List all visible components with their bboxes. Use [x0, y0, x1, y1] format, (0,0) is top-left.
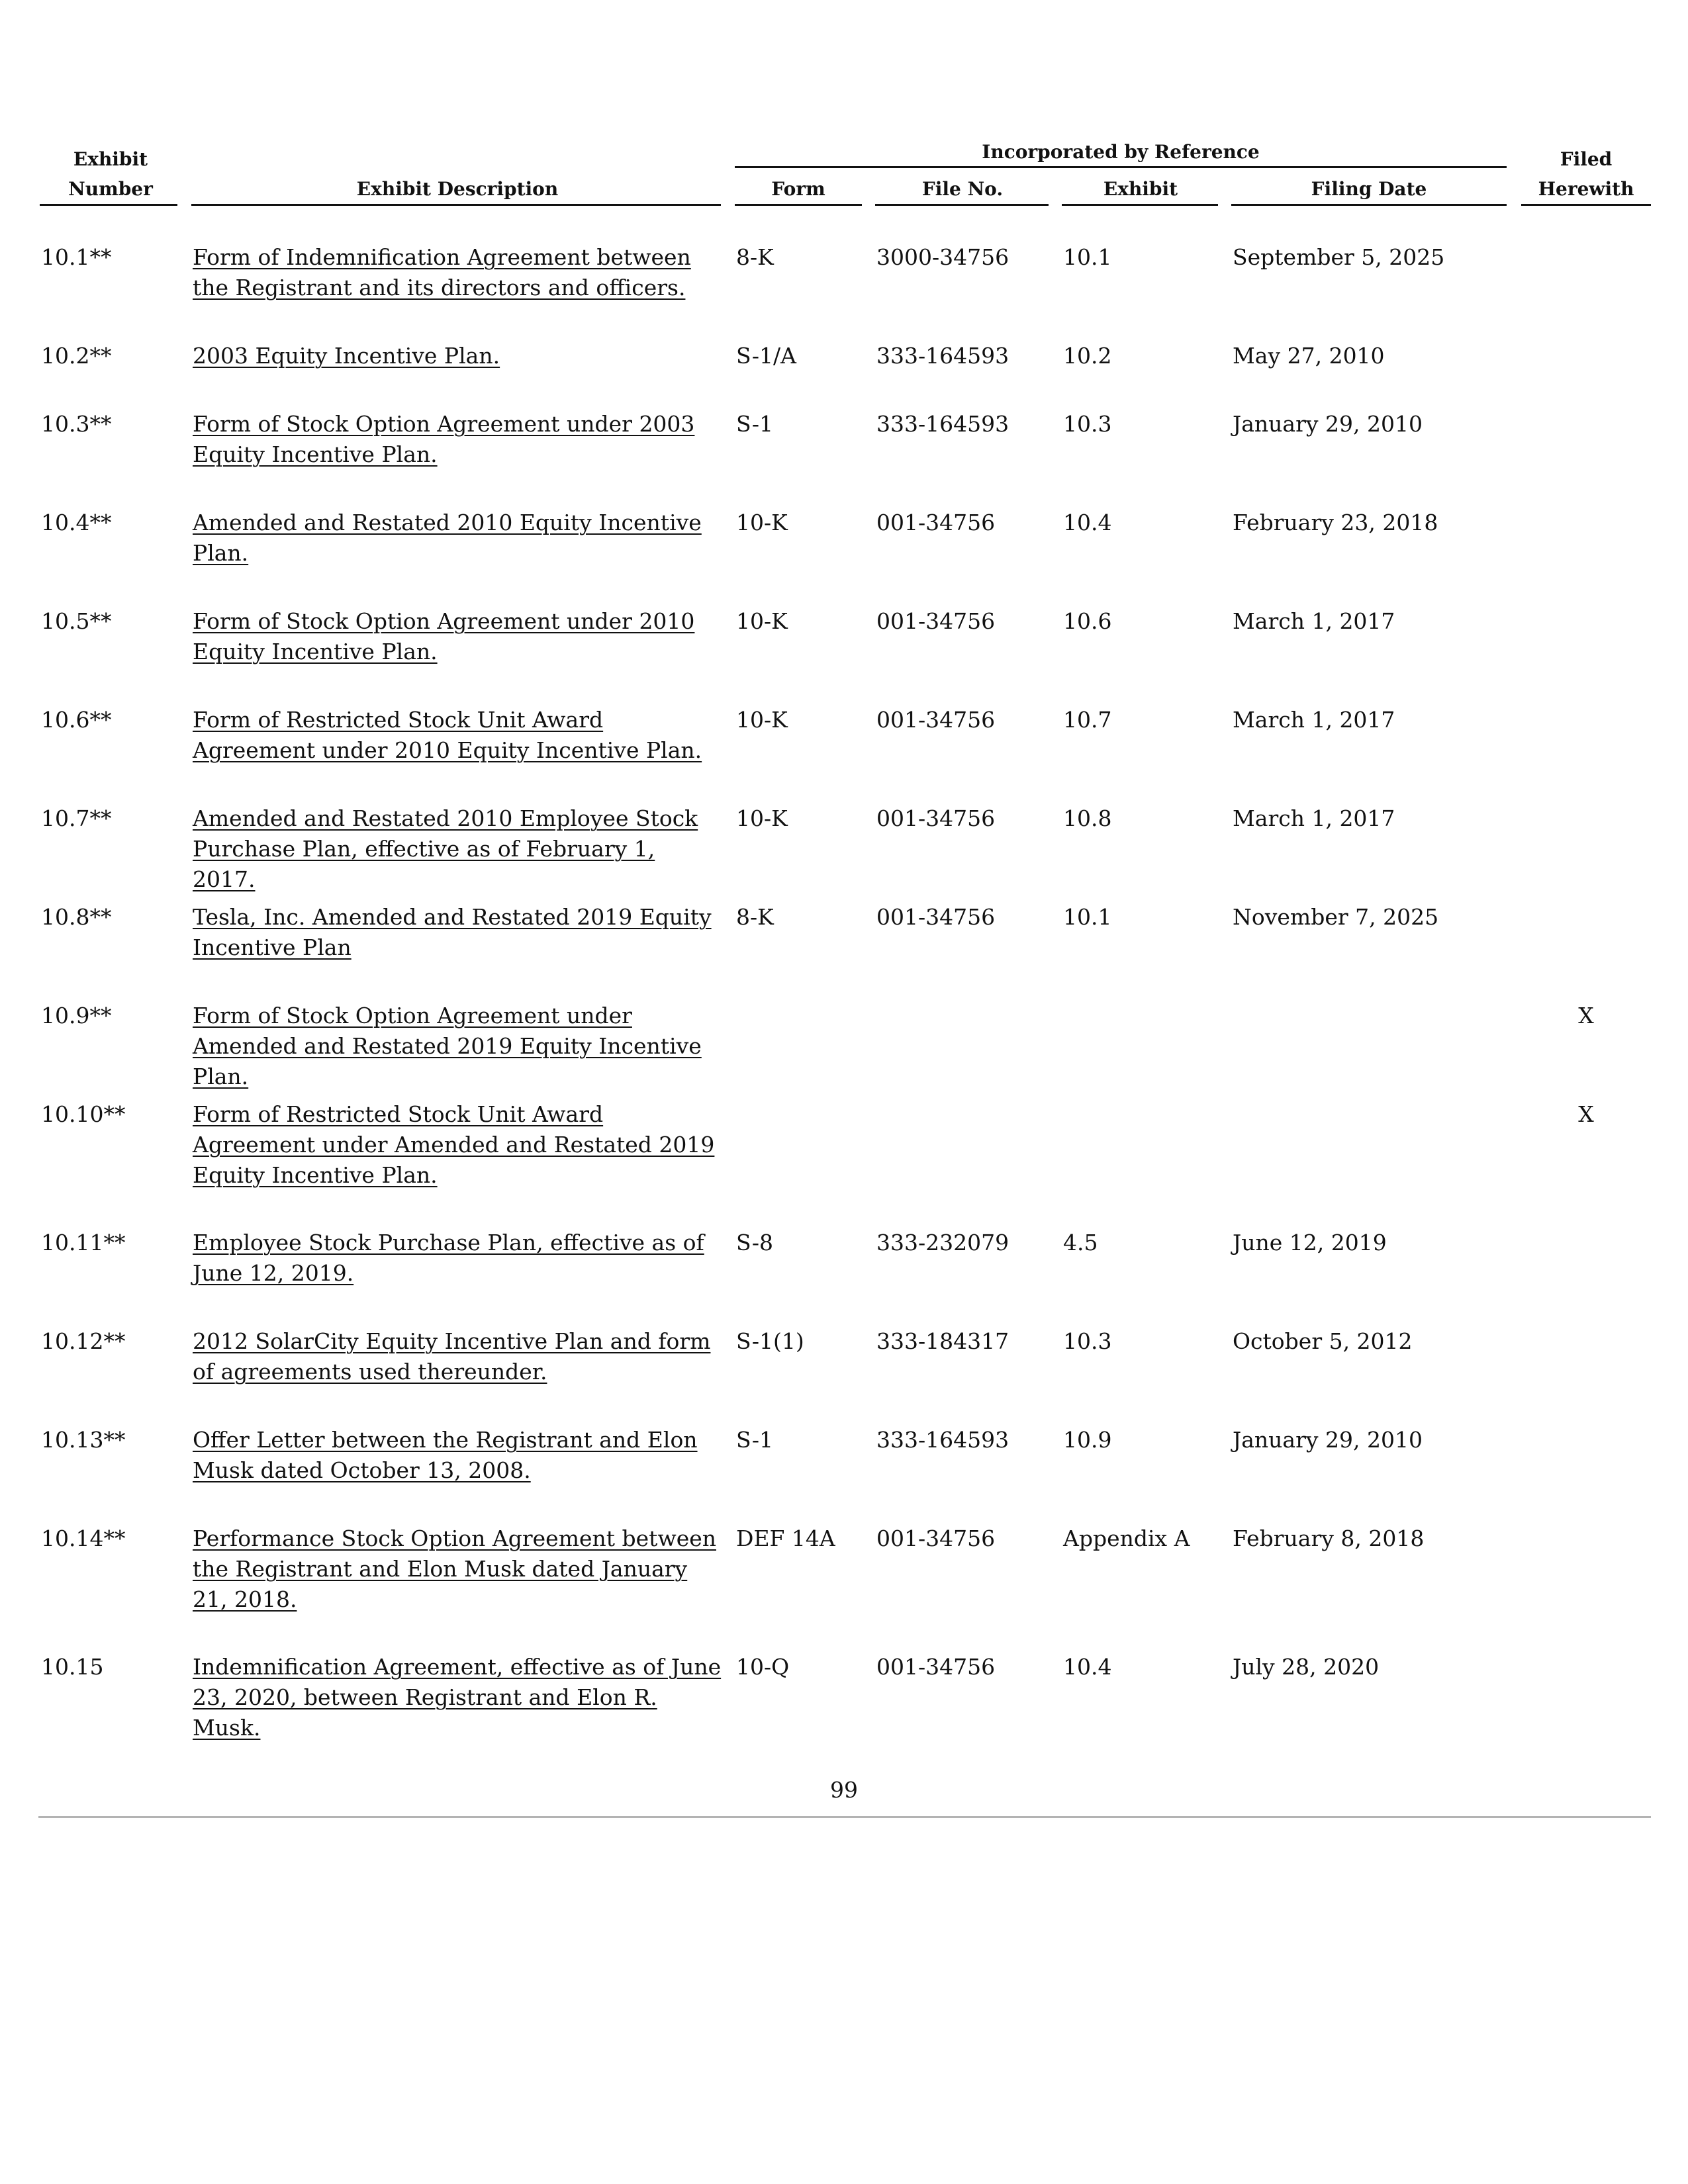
file-no-cell: 001-34756	[876, 1654, 996, 1680]
file-no-cell: 333-184317	[876, 1328, 1009, 1354]
exhibit-cell: 10.2	[1063, 343, 1112, 369]
file-no-cell: 333-232079	[876, 1230, 1009, 1255]
exhibit-number: 10.4**	[41, 510, 112, 535]
filed-herewith-cell: X	[1578, 1003, 1594, 1028]
filing-date-cell: February 8, 2018	[1233, 1525, 1425, 1551]
exhibit-number: 10.14**	[41, 1525, 126, 1551]
exhibit-description-link[interactable]: Performance Stock Option Agreement between the Registrant and Elon Musk dated January 21, 2018.	[193, 1525, 717, 1612]
filing-date-cell: September 5, 2025	[1233, 244, 1445, 270]
filing-date-cell: January 29, 2010	[1233, 411, 1423, 437]
file-no-cell: 001-34756	[876, 904, 996, 930]
header-file-no: File No.	[921, 178, 1004, 200]
exhibit-number: 10.6**	[41, 707, 112, 733]
exhibit-description-link[interactable]: Employee Stock Purchase Plan, effective as of June 12, 2019.	[193, 1230, 704, 1286]
form-cell: 8-K	[736, 244, 774, 270]
form-cell: S-8	[736, 1230, 773, 1255]
form-cell: 10-K	[736, 608, 788, 634]
filed-herewith-cell: X	[1578, 1101, 1594, 1127]
exhibit-description-link[interactable]: Offer Letter between the Registrant and Elon Musk dated October 13, 2008.	[193, 1427, 698, 1483]
exhibit-number: 10.13**	[41, 1427, 126, 1453]
exhibit-description-link[interactable]: Amended and Restated 2010 Employee Stock Purchase Plan, effective as of February 1, 2017.	[193, 805, 698, 892]
filing-date-cell: March 1, 2017	[1233, 707, 1395, 733]
exhibit-number: 10.9**	[41, 1003, 112, 1028]
file-no-cell: 333-164593	[876, 411, 1009, 437]
exhibit-cell: 10.1	[1063, 904, 1112, 930]
header-filed-line2: Herewith	[1538, 178, 1634, 200]
exhibit-description-link[interactable]: Amended and Restated 2010 Equity Incentive Plan.	[193, 510, 702, 566]
exhibit-description-link[interactable]: Form of Indemnification Agreement between the Registrant and its directors and officers.	[193, 244, 691, 300]
form-cell: 10-K	[736, 805, 788, 831]
header-underline-form	[735, 204, 862, 206]
form-cell: S-1	[736, 1427, 773, 1453]
form-cell: 8-K	[736, 904, 774, 930]
form-cell: S-1(1)	[736, 1328, 804, 1354]
header-incorporated-underline	[735, 166, 1507, 168]
header-filing-date: Filing Date	[1311, 178, 1427, 200]
form-cell: S-1/A	[736, 343, 796, 369]
header-exhibit-number-line2: Number	[68, 178, 153, 200]
file-no-cell: 001-34756	[876, 1525, 996, 1551]
exhibit-cell: 10.6	[1063, 608, 1112, 634]
exhibit-cell: 4.5	[1063, 1230, 1098, 1255]
filing-date-cell: June 12, 2019	[1233, 1230, 1387, 1255]
exhibit-number: 10.2**	[41, 343, 112, 369]
filing-date-cell: July 28, 2020	[1233, 1654, 1380, 1680]
file-no-cell: 001-34756	[876, 805, 996, 831]
footer-divider	[38, 1816, 1651, 1818]
exhibit-cell: Appendix A	[1063, 1525, 1190, 1551]
exhibit-description-link[interactable]: Form of Stock Option Agreement under 2010 Equity Incentive Plan.	[193, 608, 695, 664]
exhibit-number: 10.8**	[41, 904, 112, 930]
filing-date-cell: January 29, 2010	[1233, 1427, 1423, 1453]
exhibit-number: 10.3**	[41, 411, 112, 437]
exhibit-description-link[interactable]: Form of Stock Option Agreement under 2003 Equity Incentive Plan.	[193, 411, 695, 467]
filing-date-cell: November 7, 2025	[1233, 904, 1439, 930]
exhibit-number: 10.5**	[41, 608, 112, 634]
file-no-cell: 001-34756	[876, 510, 996, 535]
filing-date-cell: October 5, 2012	[1233, 1328, 1413, 1354]
header-underline-exhibit	[1062, 204, 1218, 206]
file-no-cell: 333-164593	[876, 1427, 1009, 1453]
file-no-cell: 001-34756	[876, 707, 996, 733]
form-cell: S-1	[736, 411, 773, 437]
exhibit-description-link[interactable]: Form of Restricted Stock Unit Award Agreement under 2010 Equity Incentive Plan.	[193, 707, 702, 763]
header-underline-filed	[1521, 204, 1651, 206]
form-cell: 10-Q	[736, 1654, 790, 1680]
exhibit-description-link[interactable]: 2003 Equity Incentive Plan.	[193, 343, 500, 369]
header-exhibit-description: Exhibit Description	[356, 178, 559, 200]
filing-date-cell: March 1, 2017	[1233, 805, 1395, 831]
header-underline-file-no	[875, 204, 1049, 206]
filing-date-cell: February 23, 2018	[1233, 510, 1438, 535]
header-filed-line1: Filed	[1560, 148, 1613, 170]
exhibit-cell: 10.7	[1063, 707, 1112, 733]
exhibit-number: 10.15	[41, 1654, 104, 1680]
exhibit-description-link[interactable]: Tesla, Inc. Amended and Restated 2019 Equity Incentive Plan	[193, 904, 712, 960]
exhibit-description-link[interactable]: 2012 SolarCity Equity Incentive Plan and form of agreements used thereunder.	[193, 1328, 711, 1385]
exhibit-cell: 10.8	[1063, 805, 1112, 831]
exhibit-cell: 10.3	[1063, 411, 1112, 437]
exhibit-number: 10.7**	[41, 805, 112, 831]
exhibit-number: 10.1**	[41, 244, 112, 270]
exhibit-cell: 10.4	[1063, 510, 1112, 535]
header-underline-number	[40, 204, 177, 206]
page-number: 99	[830, 1777, 858, 1803]
exhibit-number: 10.10**	[41, 1101, 126, 1127]
form-cell: 10-K	[736, 707, 788, 733]
form-cell: 10-K	[736, 510, 788, 535]
exhibit-description-link[interactable]: Indemnification Agreement, effective as of June 23, 2020, between Registrant and Elon R. Musk.	[193, 1654, 722, 1741]
header-underline-description	[191, 204, 721, 206]
file-no-cell: 333-164593	[876, 343, 1009, 369]
file-no-cell: 3000-34756	[876, 244, 1009, 270]
exhibit-description-link[interactable]: Form of Stock Option Agreement under Amended and Restated 2019 Equity Incentive Plan.	[193, 1003, 702, 1089]
exhibit-cell: 10.3	[1063, 1328, 1112, 1354]
exhibit-number: 10.12**	[41, 1328, 126, 1354]
filing-date-cell: March 1, 2017	[1233, 608, 1395, 634]
filing-date-cell: May 27, 2010	[1233, 343, 1385, 369]
exhibit-cell: 10.9	[1063, 1427, 1112, 1453]
header-incorporated-by-reference: Incorporated by Reference	[982, 141, 1260, 163]
header-underline-filing-date	[1231, 204, 1507, 206]
exhibit-number: 10.11**	[41, 1230, 126, 1255]
exhibit-cell: 10.4	[1063, 1654, 1112, 1680]
header-exhibit: Exhibit	[1103, 178, 1178, 200]
form-cell: DEF 14A	[736, 1525, 835, 1551]
exhibit-cell: 10.1	[1063, 244, 1112, 270]
file-no-cell: 001-34756	[876, 608, 996, 634]
exhibit-description-link[interactable]: Form of Restricted Stock Unit Award Agreement under Amended and Restated 2019 Equity Incentive Plan.	[193, 1101, 715, 1188]
header-exhibit-number-line1: Exhibit	[73, 148, 148, 170]
header-form: Form	[771, 178, 825, 200]
